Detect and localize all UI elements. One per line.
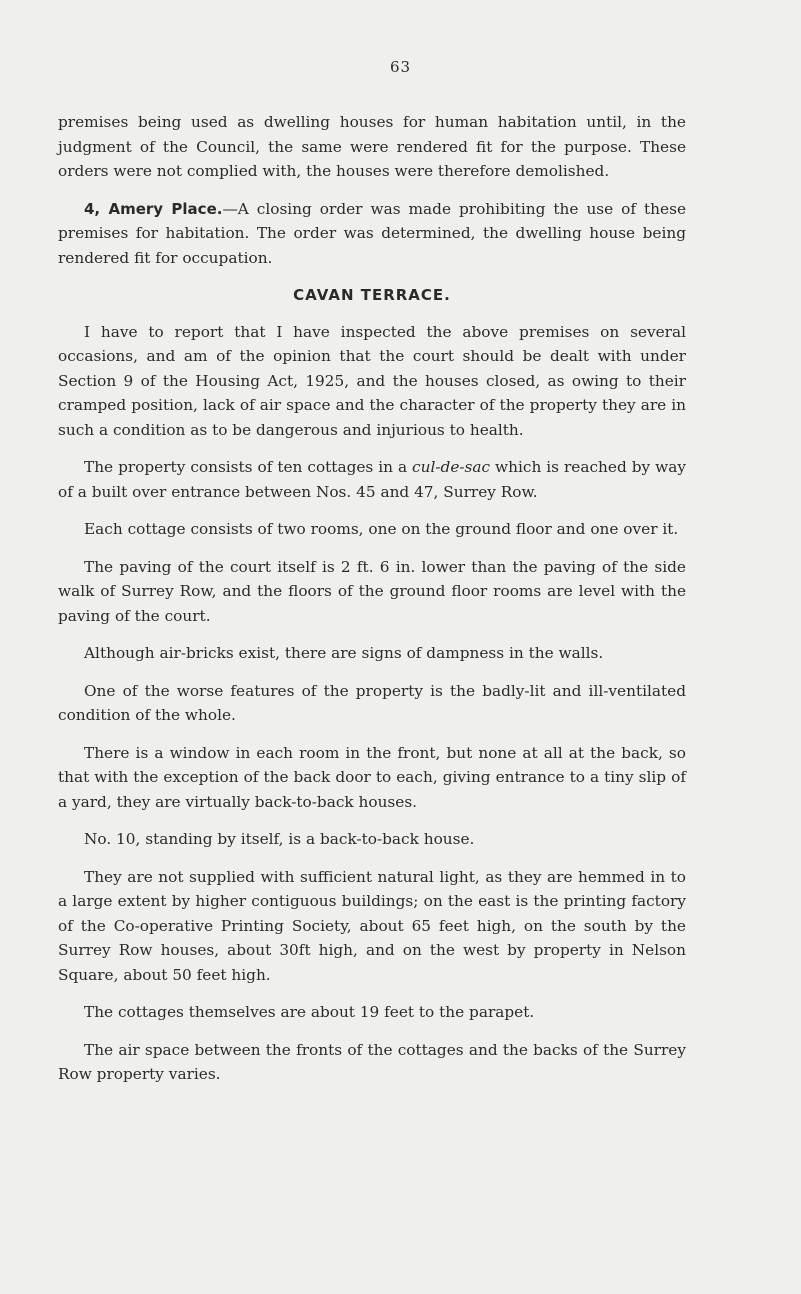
paragraph-property-description bbox=[58, 455, 686, 504]
paragraph-paving: The paving of the court itself is 2 ft. 6 in. lower than the paving of the side walk of Surrey Row, and the floors of the ground floor rooms are level with the paving of the court. bbox=[58, 557, 686, 625]
paragraph-windows: There is a window in each room in the front, but none at all at the back, so that with the exception of the back door to each, giving entrance to a tiny slip of a yard, they are virtually back-to-back houses. bbox=[58, 743, 686, 811]
paragraph-natural-light: They are not supplied with sufficient natural light, as they are hemmed in to a large extent by higher contiguous buildings; on the east is the printing factory of the Co-operative Printing Society, about 65 feet high, on the south by the Surrey Row houses, about 30ft high, and on the west by property in Nelson Square, about 50 feet high. bbox=[58, 867, 686, 984]
paragraph-no-10: No. 10, standing by itself, is a back-to-back house. bbox=[84, 830, 475, 848]
paragraph-ventilation: One of the worse features of the property is the badly-lit and ill-ventilated condition of the whole. bbox=[58, 681, 686, 724]
paragraph-parapet: The cottages themselves are about 19 feet to the parapet. bbox=[84, 1003, 535, 1021]
property-text-b: which is reached by way of a built over entrance between Nos. 45 and 47, Surrey Row. bbox=[58, 458, 686, 501]
paragraph-amery-place bbox=[58, 197, 686, 271]
document-body bbox=[58, 110, 686, 1100]
paragraph-demolition-orders: premises being used as dwelling houses for human habitation until, in the judgment of the Council, the same were rendered fit for the purpose. These orders were not complied with, the houses were therefore demolished. bbox=[58, 113, 686, 180]
property-text-cul-de-sac: cul-de-sac bbox=[412, 458, 491, 476]
section-heading-cavan-terrace: CAVAN TERRACE. bbox=[293, 286, 451, 304]
paragraph-cottage-rooms: Each cottage consists of two rooms, one on the ground floor and one over it. bbox=[84, 520, 679, 538]
paragraph-dampness: Although air-bricks exist, there are signs of dampness in the walls. bbox=[84, 644, 604, 662]
amery-place-text: —A closing order was made prohibiting the use of these premises for habitation. The order was determined, the dwelling house being rendered fit for occupation. bbox=[58, 199, 686, 267]
property-text-a: The property consists of ten cottages in a bbox=[84, 458, 413, 476]
paragraph-inspection-report: I have to report that I have inspected the above premises on several occasions, and am of the opinion that the court should be dealt with under Section 9 of the Housing Act, 1925, and the houses closed, as owing to their cramped position, lack of air space and the character of the property they are in such a condition as to be dangerous and injurious to health. bbox=[58, 322, 686, 439]
paragraph-air-space: The air space between the fronts of the cottages and the backs of the Surrey Row property varies. bbox=[58, 1040, 686, 1083]
page-number: 63 bbox=[389, 58, 412, 76]
amery-place-lead: 4, Amery Place. bbox=[84, 199, 223, 218]
